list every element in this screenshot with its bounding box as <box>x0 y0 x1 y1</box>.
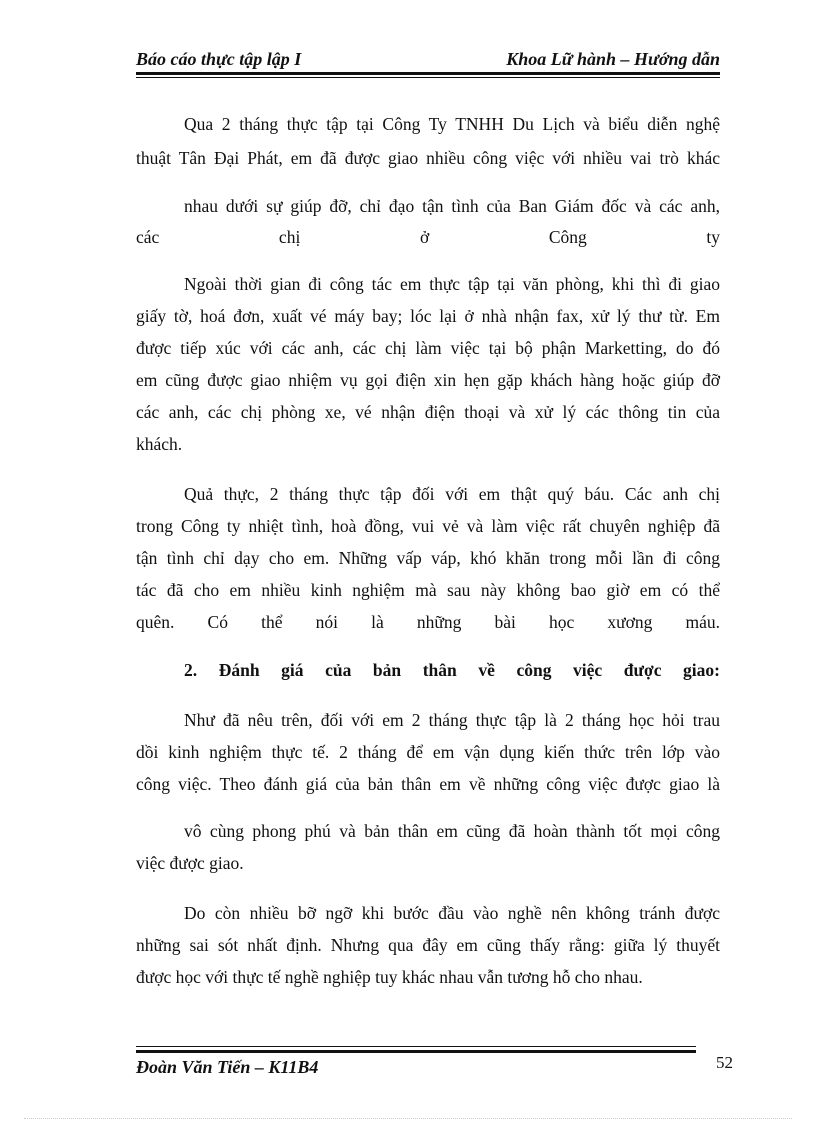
paragraph-line: em cũng được giao nhiệm vụ gọi điện xin hẹn gặp khách hàng hoặc giúp đỡ <box>136 370 720 390</box>
paragraph-line: tận tình chỉ dạy cho em. Những vấp váp, khó khăn trong mỗi lần đi công <box>136 548 720 568</box>
paragraph-line: được tiếp xúc với các anh, các chị làm việc tại bộ phận Marketting, do đó <box>136 338 720 358</box>
page-header <box>136 46 720 72</box>
paragraph-line: Như đã nêu trên, đối với em 2 tháng thực tập là 2 tháng học hỏi trau <box>184 710 720 730</box>
paragraph-line: Quả thực, 2 tháng thực tập đối với em thật quý báu. Các anh chị <box>184 484 720 504</box>
paragraph-line: khách. <box>136 434 183 454</box>
page-bottom-dotted-line <box>24 1118 792 1119</box>
paragraph-line: các anh, các chị phòng xe, vé nhận điện thoại và xử lý các thông tin của <box>136 402 720 422</box>
paragraph-line: nhau dưới sự giúp đỡ, chỉ đạo tận tình của Ban Giám đốc và các anh, <box>184 196 720 216</box>
paragraph-line: Do còn nhiều bỡ ngỡ khi bước đầu vào nghề nên không tránh được <box>184 903 720 923</box>
paragraph-line: dồi kinh nghiệm thực tế. 2 tháng để em vận dụng kiến thức trên lớp vào <box>136 742 720 762</box>
paragraph-line: việc được giao. <box>136 853 244 873</box>
footer-rule <box>136 1050 696 1053</box>
paragraph-line: các chị ở Công ty <box>136 227 720 247</box>
paragraph-line: giấy tờ, hoá đơn, xuất vé máy bay; lóc lại ở nhà nhận fax, xử lý thư từ. Em <box>136 306 720 326</box>
paragraph-line: vô cùng phong phú và bản thân em cũng đã hoàn thành tốt mọi công <box>184 821 720 841</box>
header-department: Khoa Lữ hành – Hướng dẫn <box>506 49 720 69</box>
footer-author: Đoàn Văn Tiến – K11B4 <box>136 1057 319 1077</box>
paragraph-line: công việc. Theo đánh giá của bản thân em về những công việc được giao là <box>136 774 720 794</box>
paragraph-line: trong Công ty nhiệt tình, hoà đồng, vui vẻ và làm việc rất chuyên nghiệp đã <box>136 516 720 536</box>
header-rule <box>136 72 720 75</box>
paragraph-line: được học với thực tế nghề nghiệp tuy khác nhau vẫn tương hỗ cho nhau. <box>136 967 643 987</box>
paragraph-line: Ngoài thời gian đi công tác em thực tập tại văn phòng, khi thì đi giao <box>184 274 720 294</box>
paragraph-line: thuật Tân Đại Phát, em đã được giao nhiều công việc với nhiều vai trò khác <box>136 148 720 168</box>
paragraph-line: quên. Có thể nói là những bài học xương máu. <box>136 612 720 632</box>
page-number: 52 <box>716 1053 733 1072</box>
paragraph-line: những sai sót nhất định. Nhưng qua đây em cũng thấy rằng: giữa lý thuyết <box>136 935 720 955</box>
section-heading: 2. Đánh giá của bản thân về công việc được giao: <box>184 660 720 680</box>
header-rule-thin <box>136 77 720 78</box>
header-report-title: Báo cáo thực tập lập I <box>136 49 302 69</box>
paragraph-line: tác đã cho em nhiều kinh nghiệm mà sau này không bao giờ em có thể <box>136 580 720 600</box>
paragraph-line: Qua 2 tháng thực tập tại Công Ty TNHH Du Lịch và biểu diễn nghệ <box>184 114 720 134</box>
footer-rule-thin <box>136 1046 696 1047</box>
